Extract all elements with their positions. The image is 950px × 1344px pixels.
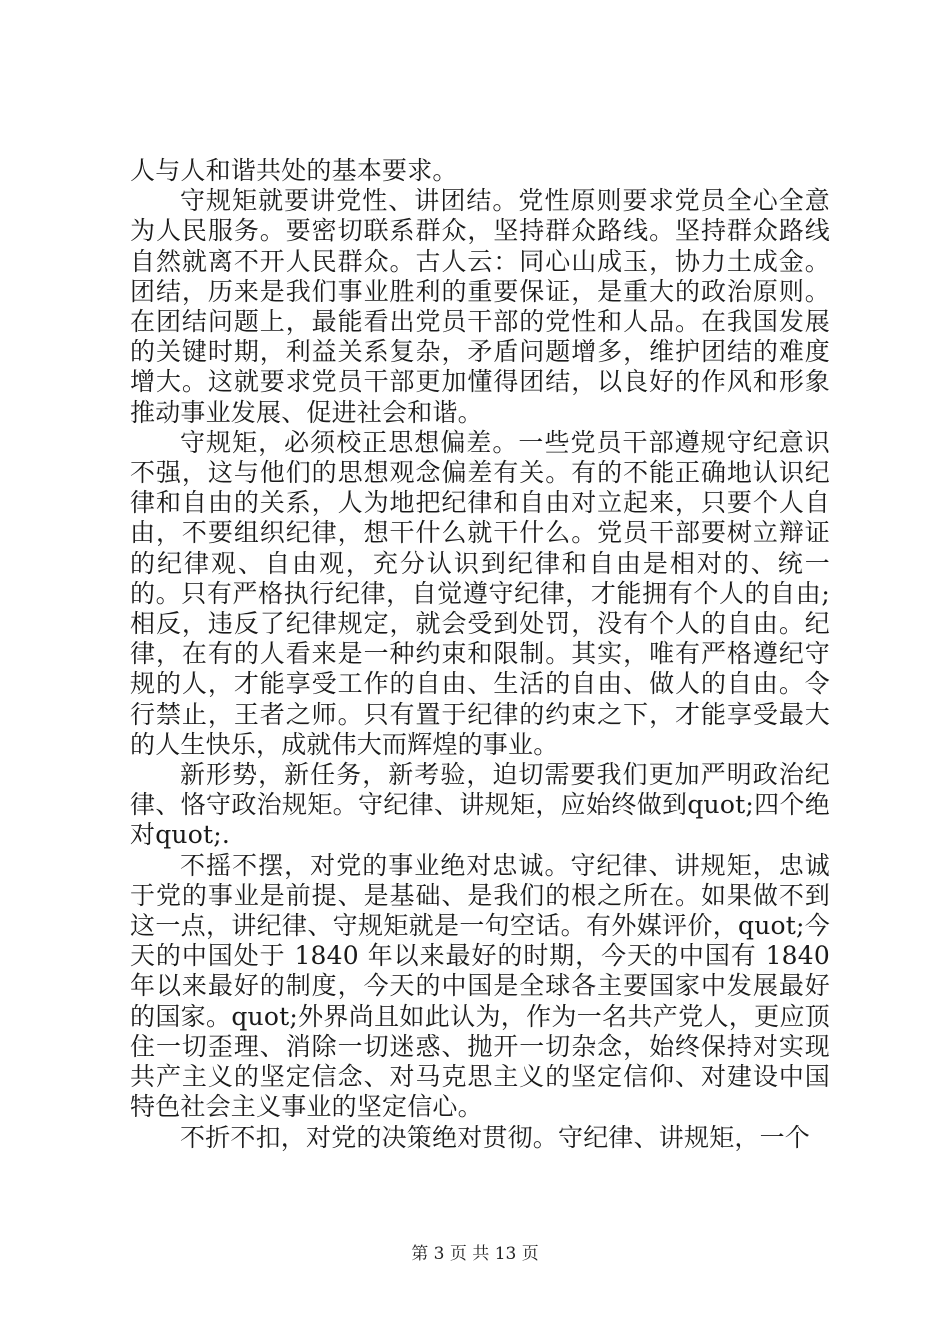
paragraph-correct-thinking: 守规矩，必须校正思想偏差。一些党员干部遵规守纪意识不强，这与他们的思想观念偏差有关。有的不能正确地认识纪律和自由的关系，人为地把纪律和自由对立起来，只要个人自由，不要组织纪律，想干什么就干什么。党员干部要树立辩证的纪律观、自由观，充分认识到纪律和自由是相对的、统一的。只有严格执行纪律，自觉遵守纪律，才能拥有个人的自由;相反，违反了纪律规定，就会受到处罚，没有个人的自由。纪律，在有的人看来是一种约束和限制。其实，唯有严格遵纪守规的人，才能享受工作的自由、生活的自由、做人的自由。令行禁止，王者之师。只有置于纪律的约束之下，才能享受最大的人生快乐，成就伟大而辉煌的事业。	[130, 427, 830, 759]
paragraph-new-situation: 新形势，新任务，新考验，迫切需要我们更加严明政治纪律、恪守政治规矩。守纪律、讲规矩，应始终做到quot;四个绝对quot;.	[130, 760, 830, 850]
paragraph-party-spirit-unity: 守规矩就要讲党性、讲团结。党性原则要求党员全心全意为人民服务。要密切联系群众，坚持群众路线。坚持群众路线自然就离不开人民群众。古人云：同心山成玉，协力土成金。团结，历来是我们事业胜利的重要保证，是重大的政治原则。在团结问题上，最能看出党员干部的党性和人品。在我国发展的关键时期，利益关系复杂，矛盾问题增多，维护团结的难度增大。这就要求党员干部更加懂得团结，以良好的作风和形象推动事业发展、促进社会和谐。	[130, 186, 830, 427]
document-body	[130, 156, 830, 1153]
page-footer: 第 3 页 共 13 页	[411, 1244, 539, 1264]
paragraph-continued: 人与人和谐共处的基本要求。	[130, 156, 458, 185]
paragraph-absolute-loyalty: 不摇不摆，对党的事业绝对忠诚。守纪律、讲规矩，忠诚于党的事业是前提、是基础、是我们的根之所在。如果做不到这一点，讲纪律、守规矩就是一句空话。有外媒评价，quot;今天的中国处于 1840 年以来最好的时期，今天的中国有 1840 年以来最好的制度，今天的中国是全球各主要国家中发展最好的国家。quot;外界尚且如此认为，作为一名共产党人，更应顶住一切歪理、消除一切迷惑、抛开一切杂念，始终保持对实现共产主义的坚定信念、对马克思主义的坚定信仰、对建设中国特色社会主义事业的坚定信心。	[130, 850, 830, 1122]
paragraph-absolute-implementation: 不折不扣，对党的决策绝对贯彻。守纪律、讲规矩，一个	[180, 1122, 811, 1152]
